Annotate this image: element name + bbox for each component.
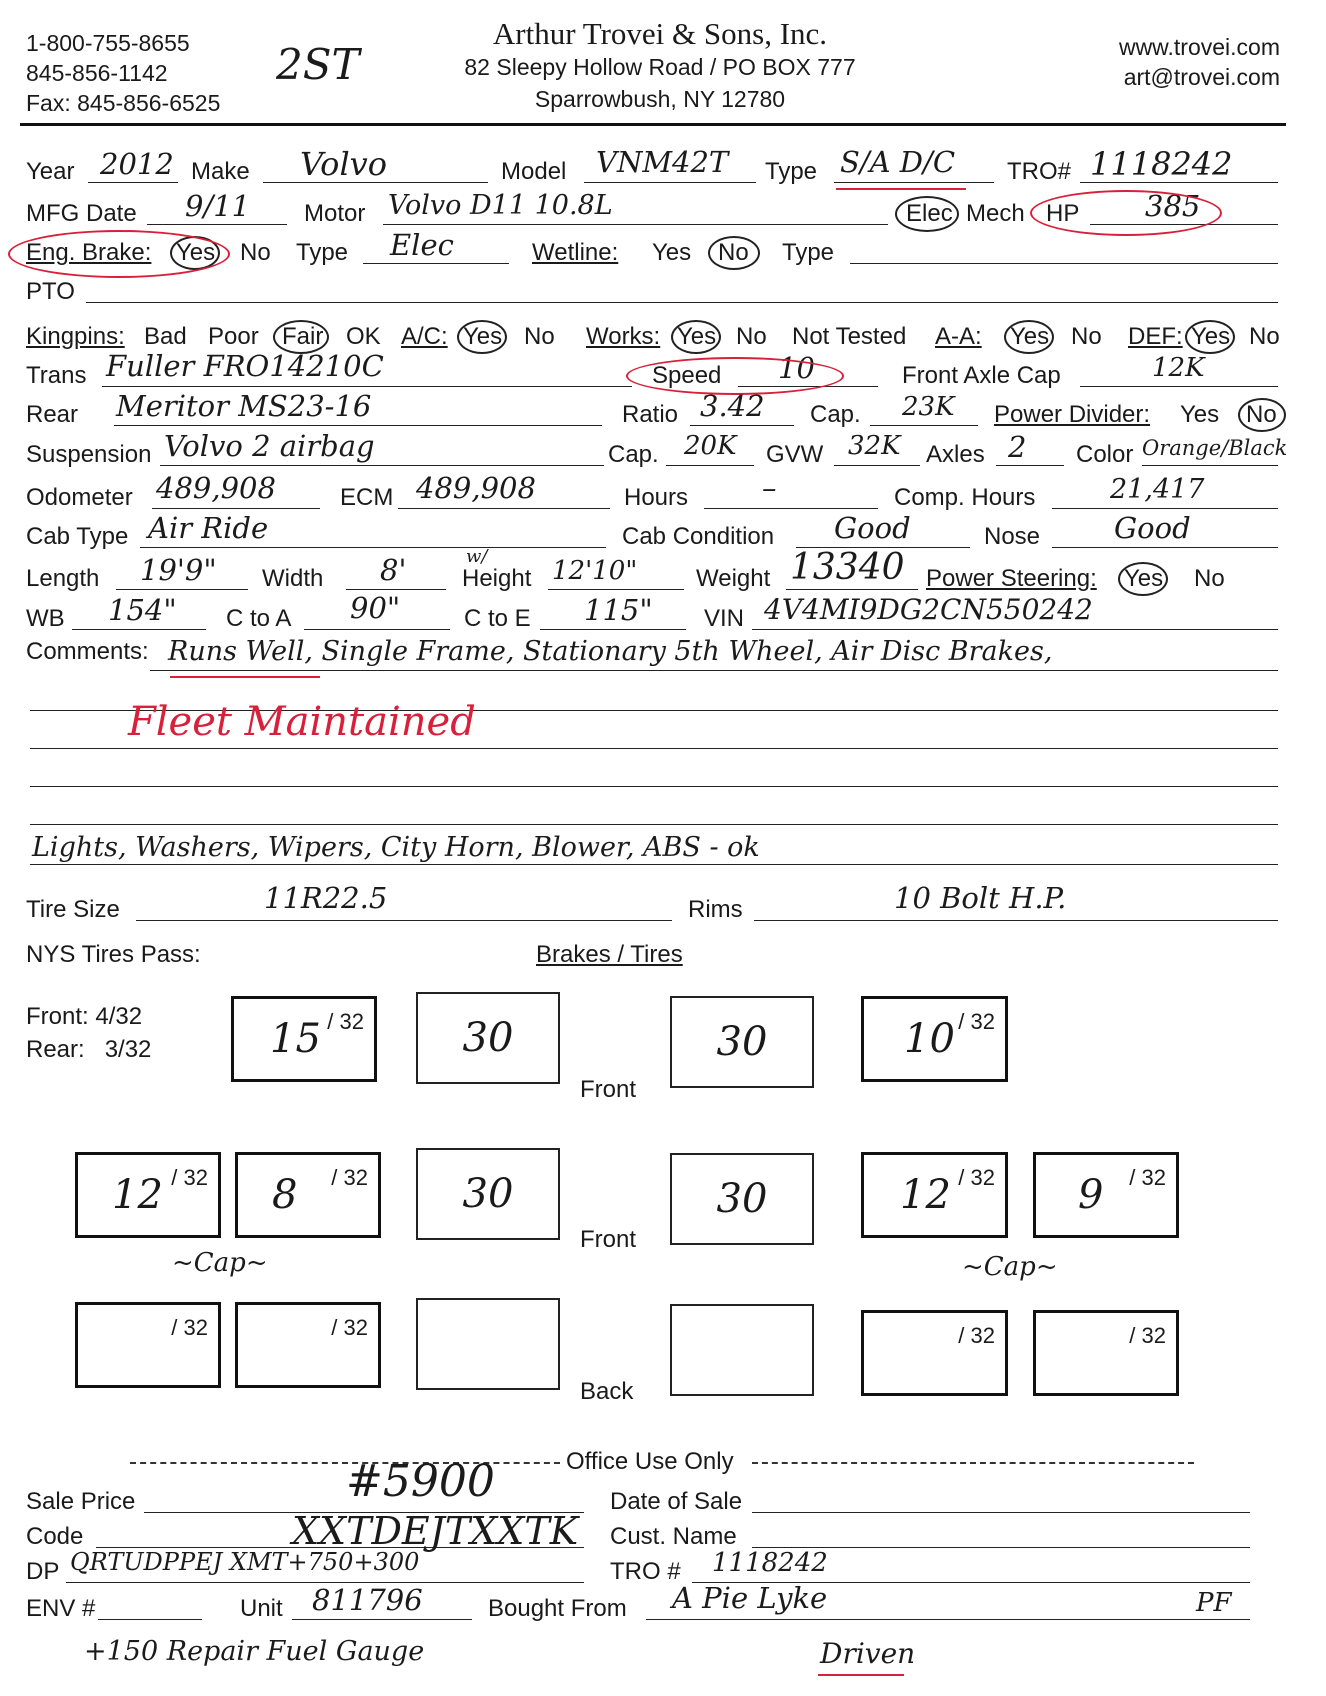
front-left-tire-unit: / 32 — [327, 1009, 364, 1034]
bought-from-label: Bought From — [488, 1595, 627, 1622]
power-divider-no[interactable]: No — [1246, 401, 1277, 428]
tro-2-label: TRO # — [610, 1558, 681, 1585]
front-left-tire-depth: 15 — [270, 1016, 321, 1062]
rear-left-inner-tire-box[interactable]: / 32 — [235, 1302, 381, 1388]
power-steering-no[interactable]: No — [1194, 565, 1225, 592]
hours-value: – — [762, 471, 777, 505]
kingpins-bad[interactable]: Bad — [144, 323, 187, 350]
cab-type-label: Cab Type — [26, 523, 129, 550]
bought-from-initials: PF — [1196, 1588, 1232, 1618]
front-right-tire-unit: / 32 — [958, 1009, 995, 1034]
company-email[interactable]: art@trovei.com — [1123, 64, 1280, 90]
mech-option[interactable]: Mech — [966, 200, 1025, 227]
env-label: ENV # — [26, 1595, 96, 1622]
drive-left-inner-tire-box[interactable]: / 32 8 — [235, 1152, 381, 1238]
cab-condition-value: Good — [834, 511, 911, 545]
works-label: Works: — [586, 323, 661, 350]
axles-value: 2 — [1008, 430, 1027, 464]
height-value: 12'10" — [552, 556, 638, 586]
front-right-tire-depth: 10 — [904, 1016, 955, 1062]
ecm-label: ECM — [340, 484, 394, 511]
elec-option[interactable]: Elec — [906, 200, 953, 227]
comp-hours-value: 21,417 — [1110, 474, 1205, 505]
trans-value: Fuller FRO14210C — [106, 349, 384, 383]
kingpins-label: Kingpins: — [26, 323, 125, 350]
dp-label: DP — [26, 1558, 60, 1585]
cust-name-label: Cust. Name — [610, 1523, 737, 1550]
hp-red-circle — [1030, 190, 1222, 236]
color-label: Color — [1076, 441, 1134, 468]
nose-value: Good — [1114, 511, 1191, 545]
model-value: VNM42T — [596, 145, 729, 179]
c-to-a-label: C to A — [226, 605, 292, 632]
front-tread-limit: Front: 4/32 — [26, 1003, 143, 1030]
motor-value: Volvo D11 10.8L — [388, 190, 613, 221]
def-label: DEF: — [1128, 323, 1183, 350]
unit-value: 811796 — [312, 1583, 423, 1617]
company-name: Arthur Trovei & Sons, Inc. — [492, 16, 828, 51]
drive-left-outer-tire-box[interactable]: / 32 12 — [75, 1152, 221, 1238]
pto-label: PTO — [26, 278, 75, 305]
eng-brake-type-label: Type — [296, 239, 349, 266]
tro-value: 1118242 — [1090, 145, 1233, 183]
front-right-brake-box[interactable] — [670, 996, 814, 1088]
company-address-2: Sparrowbush, NY 12780 — [534, 86, 786, 112]
type-value: S/A D/C — [840, 145, 956, 179]
front-left-brake-value: 30 — [462, 1015, 514, 1061]
mfg-date-label: MFG Date — [26, 200, 137, 227]
make-value: Volvo — [300, 145, 388, 183]
cab-condition-label: Cab Condition — [622, 523, 775, 550]
rear-right-brake-box[interactable] — [670, 1304, 814, 1396]
susp-cap-value: 20K — [684, 431, 737, 461]
drive-right-inner-depth: 12 — [900, 1172, 951, 1218]
aa-no[interactable]: No — [1071, 323, 1102, 350]
company-address-1: 82 Sleepy Hollow Road / PO BOX 777 — [464, 54, 856, 80]
office-use-only-label: Office Use Only — [566, 1448, 734, 1475]
bought-from-value: A Pie Lyke — [672, 1581, 828, 1615]
front-label-2: Front — [580, 1226, 637, 1253]
odometer-label: Odometer — [26, 484, 133, 511]
make-label: Make — [191, 158, 250, 185]
tire-size-label: Tire Size — [26, 896, 120, 923]
works-not-tested[interactable]: Not Tested — [792, 323, 907, 350]
hp-label: HP — [1046, 200, 1080, 227]
works-no[interactable]: No — [736, 323, 767, 350]
eng-brake-type-value: Elec — [390, 228, 454, 262]
drive-left-outer-depth: 12 — [112, 1172, 163, 1218]
rear-cap-value: 23K — [902, 392, 955, 422]
comments-line-3: Lights, Washers, Wipers, City Horn, Blower, ABS - ok — [32, 832, 760, 863]
rear-value: Meritor MS23-16 — [116, 389, 372, 423]
c-to-e-value: 115" — [584, 593, 653, 627]
rear-right-outer-tire-box[interactable]: / 32 — [1033, 1310, 1179, 1396]
vin-label: VIN — [704, 605, 745, 632]
phone-2: 845-856-1142 — [26, 60, 168, 86]
tire-size-value: 11R22.5 — [264, 881, 388, 915]
front-right-brake-value: 30 — [716, 1019, 768, 1065]
ac-label: A/C: — [401, 323, 448, 350]
power-divider-yes[interactable]: Yes — [1180, 401, 1220, 428]
works-yes[interactable]: Yes — [677, 323, 717, 350]
hp-value: 385 — [1145, 189, 1201, 223]
brakes-tires-label: Brakes / Tires — [536, 941, 683, 968]
rear-left-outer-tire-box[interactable]: / 32 — [75, 1302, 221, 1388]
suspension-value: Volvo 2 airbag — [164, 429, 375, 463]
drive-left-brake-value: 30 — [462, 1171, 514, 1217]
ratio-label: Ratio — [622, 401, 679, 428]
sale-price-value: #5900 — [346, 1456, 495, 1507]
header-divider — [20, 123, 1286, 126]
gvw-value: 32K — [848, 431, 901, 461]
front-left-brake-box[interactable] — [416, 992, 560, 1084]
driven-note: Driven — [820, 1637, 916, 1670]
unit-label: Unit — [240, 1595, 283, 1622]
trans-label: Trans — [26, 362, 87, 389]
rims-label: Rims — [688, 896, 743, 923]
rear-tread-limit: Rear: 3/32 — [26, 1036, 152, 1063]
comp-hours-label: Comp. Hours — [894, 484, 1036, 511]
drive-left-cap-note: ~Cap~ — [172, 1248, 268, 1278]
speed-value: 10 — [778, 351, 815, 385]
suspension-label: Suspension — [26, 441, 152, 468]
rear-cap-label: Cap. — [810, 401, 861, 428]
tro-2-value: 1118242 — [712, 1548, 828, 1578]
drive-right-brake-value: 30 — [716, 1176, 768, 1222]
tro-label: TRO# — [1007, 158, 1072, 185]
power-steering-yes[interactable]: Yes — [1124, 565, 1164, 592]
aa-yes[interactable]: Yes — [1010, 323, 1050, 350]
handwritten-code-note: 2ST — [276, 40, 360, 89]
odometer-value: 489,908 — [156, 471, 276, 505]
eng-brake-red-circle — [8, 230, 230, 278]
hours-label: Hours — [624, 484, 689, 511]
mfg-date-value: 9/11 — [185, 189, 251, 223]
nose-label: Nose — [984, 523, 1041, 550]
front-axle-cap-value: 12K — [1152, 353, 1205, 383]
gvw-label: GVW — [766, 441, 824, 468]
wetline-label: Wetline: — [532, 239, 619, 266]
code-value: XXTDEJTXXTK — [292, 1509, 579, 1553]
wb-value: 154" — [108, 593, 177, 627]
comments-label: Comments: — [26, 638, 149, 665]
bottom-note: +150 Repair Fuel Gauge — [84, 1636, 425, 1667]
wetline-yes[interactable]: Yes — [652, 239, 692, 266]
rear-left-brake-box[interactable] — [416, 1298, 560, 1390]
date-of-sale-label: Date of Sale — [610, 1488, 743, 1515]
type-label: Type — [765, 158, 818, 185]
front-left-tire-box[interactable] — [231, 996, 377, 1082]
length-label: Length — [26, 565, 100, 592]
ratio-value: 3.42 — [700, 389, 765, 423]
model-label: Model — [501, 158, 567, 185]
fax-number: Fax: 845-856-6525 — [26, 90, 221, 116]
wetline-type-label: Type — [782, 239, 835, 266]
kingpins-ok[interactable]: OK — [346, 323, 381, 350]
height-label: Height — [462, 565, 532, 592]
drive-right-outer-tire-box[interactable]: / 32 9 — [1033, 1152, 1179, 1238]
power-divider-label: Power Divider: — [994, 401, 1151, 428]
width-value: 8' — [380, 553, 407, 587]
year-label: Year — [26, 158, 75, 185]
weight-value: 13340 — [790, 547, 905, 588]
kingpins-poor[interactable]: Poor — [208, 323, 259, 350]
width-label: Width — [262, 565, 324, 592]
length-value: 19'9" — [140, 553, 217, 587]
height-note: w/ — [466, 546, 488, 567]
drive-right-cap-note: ~Cap~ — [962, 1252, 1058, 1282]
front-right-tire-box[interactable] — [861, 996, 1008, 1082]
eng-brake-label: Eng. Brake: — [26, 239, 152, 266]
drive-right-outer-depth: 9 — [1078, 1172, 1104, 1218]
sale-price-label: Sale Price — [26, 1488, 136, 1515]
rear-right-inner-tire-box[interactable]: / 32 — [861, 1310, 1008, 1396]
kingpins-fair[interactable]: Fair — [282, 323, 324, 350]
aa-label: A-A: — [935, 323, 982, 350]
ecm-value: 489,908 — [416, 471, 536, 505]
axles-label: Axles — [926, 441, 985, 468]
comments-line-2: Fleet Maintained — [128, 699, 476, 745]
drive-right-brake-box[interactable] — [670, 1153, 814, 1245]
c-to-e-label: C to E — [464, 605, 531, 632]
drive-left-inner-depth: 8 — [272, 1172, 298, 1218]
drive-left-brake-box[interactable] — [416, 1148, 560, 1240]
front-axle-cap-label: Front Axle Cap — [902, 362, 1061, 389]
color-value: Orange/Black — [1142, 436, 1288, 460]
dp-value: QRTUDPPEJ XMT+750+300 — [70, 1548, 420, 1576]
rear-label: Rear — [26, 401, 79, 428]
comments-line-1: Runs Well, Single Frame, Stationary 5th Wheel, Air Disc Brakes, — [168, 636, 1053, 667]
front-label-1: Front — [580, 1076, 637, 1103]
speed-label: Speed — [652, 362, 722, 389]
phone-1: 1-800-755-8655 — [26, 30, 190, 56]
motor-label: Motor — [304, 200, 366, 227]
ac-yes[interactable]: Yes — [463, 323, 503, 350]
cab-type-value: Air Ride — [148, 511, 269, 545]
rims-value: 10 Bolt H.P. — [894, 881, 1067, 915]
ac-no[interactable]: No — [524, 323, 555, 350]
wetline-no[interactable]: No — [718, 239, 749, 266]
back-label: Back — [580, 1378, 634, 1405]
susp-cap-label: Cap. — [608, 441, 659, 468]
wb-label: WB — [26, 605, 65, 632]
company-website[interactable]: www.trovei.com — [1118, 34, 1280, 60]
weight-label: Weight — [696, 565, 771, 592]
power-steering-label: Power Steering: — [926, 565, 1097, 592]
code-label: Code — [26, 1523, 84, 1550]
eng-brake-no[interactable]: No — [240, 239, 271, 266]
nys-tires-pass-label: NYS Tires Pass: — [26, 941, 201, 968]
year-value: 2012 — [100, 147, 174, 181]
c-to-a-value: 90" — [350, 591, 401, 625]
def-yes[interactable]: Yes — [1191, 323, 1231, 350]
eng-brake-yes[interactable]: Yes — [176, 239, 216, 266]
vin-value: 4V4MI9DG2CN550242 — [764, 593, 1093, 626]
drive-right-inner-tire-box[interactable]: / 32 12 — [861, 1152, 1008, 1238]
def-no[interactable]: No — [1249, 323, 1280, 350]
